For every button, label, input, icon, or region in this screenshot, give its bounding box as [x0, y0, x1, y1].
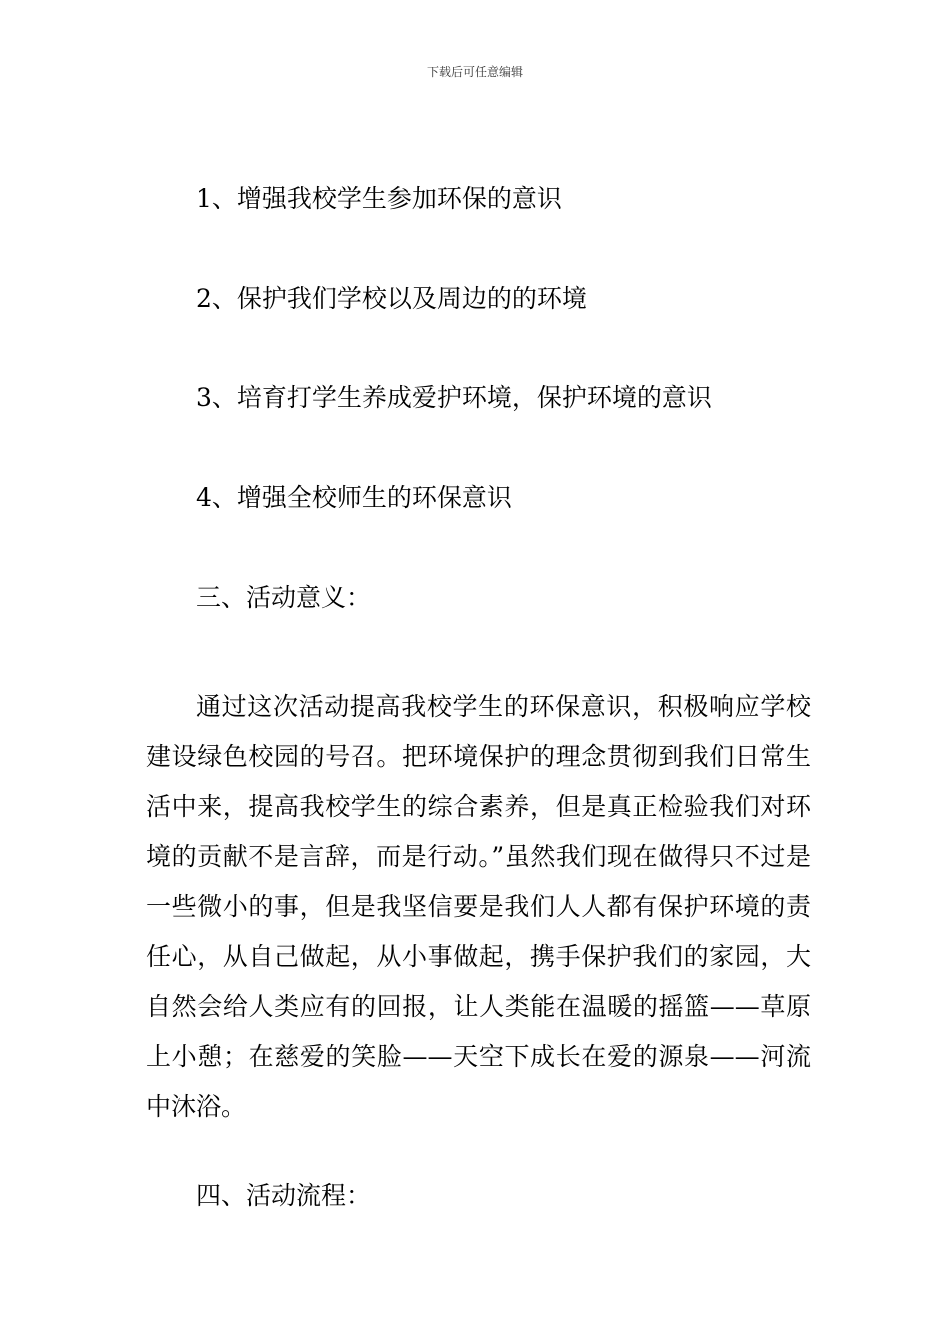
list-item-4: 4、增强全校师生的环保意识: [196, 483, 512, 512]
section-heading-process: 四、活动流程：: [196, 1181, 372, 1210]
header-note: 下载后可任意编辑: [426, 65, 523, 79]
significance-paragraph: 通过这次活动提高我校学生的环保意识，积极响应学校建设绿色校园的号召。把环境保护的理念贯彻到我们日常生活中来，提高我校学生的综合素养，但是真正检验我们对环境的贡献不是言辞，而是行动。”虽然我们现在做得只不过是一些微小的事，但是我坚信要是我们人人都有保护环境的责任心，从自己做起，从小事做起，携手保护我们的家园，大自然会给人类应有的回报，让人类能在温暖的摇篮——草原上小憩；在慈爱的笑脸——天空下成长在爱的源泉——河流中沐浴。: [146, 692, 811, 1121]
list-item-1: 1、增强我校学生参加环保的意识: [196, 184, 562, 213]
list-item-3: 3、培育打学生养成爱护环境，保护环境的意识: [196, 383, 712, 412]
section-heading-significance: 三、活动意义：: [196, 583, 372, 612]
list-item-2: 2、保护我们学校以及周边的的环境: [196, 284, 587, 313]
